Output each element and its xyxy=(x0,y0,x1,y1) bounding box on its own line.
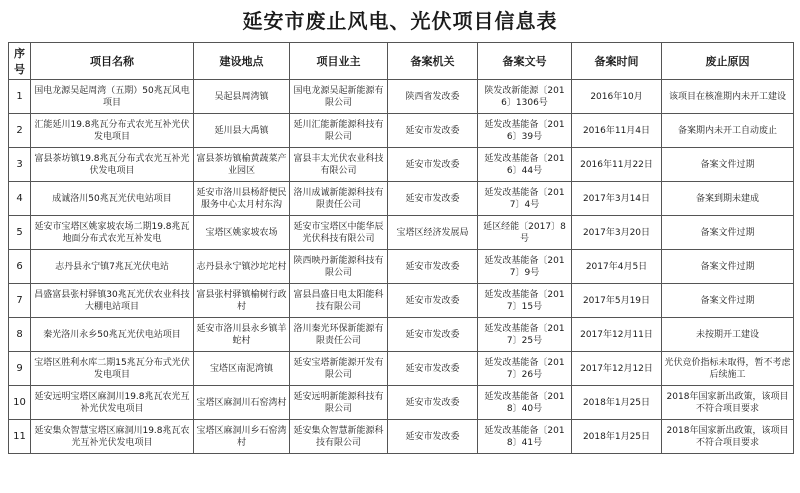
docno-cell: 延发改基能备〔2018〕41号 xyxy=(478,420,572,454)
owner-cell: 延安市宝塔区中能华辰光伏科技有限公司 xyxy=(290,216,388,250)
authority-cell: 延安市发改委 xyxy=(388,318,478,352)
name-cell: 秦光洛川永乡50兆瓦光伏电站项目 xyxy=(31,318,194,352)
seq-cell: 2 xyxy=(9,114,31,148)
reason-cell: 未按期开工建设 xyxy=(662,318,794,352)
authority-cell: 延安市发改委 xyxy=(388,352,478,386)
table-row xyxy=(9,114,794,148)
owner-cell: 洛川秦光环保新能源有限责任公司 xyxy=(290,318,388,352)
date-cell: 2018年1月25日 xyxy=(572,386,662,420)
date-cell: 2016年11月22日 xyxy=(572,148,662,182)
table-row xyxy=(9,148,794,182)
col-header-date: 备案时间 xyxy=(572,43,662,80)
col-header-authority: 备案机关 xyxy=(388,43,478,80)
location-cell: 富县茶坊镇榆黄蔬菜产业园区 xyxy=(194,148,290,182)
owner-cell: 洛川成诚新能源科技有限责任公司 xyxy=(290,182,388,216)
location-cell: 宝塔区南泥湾镇 xyxy=(194,352,290,386)
authority-cell: 陕西省发改委 xyxy=(388,80,478,114)
docno-cell: 延发改基能备〔2017〕9号 xyxy=(478,250,572,284)
table-row xyxy=(9,216,794,250)
docno-cell: 延发改基能备〔2018〕40号 xyxy=(478,386,572,420)
table-row xyxy=(9,420,794,454)
date-cell: 2018年1月25日 xyxy=(572,420,662,454)
docno-cell: 延发改基能备〔2017〕25号 xyxy=(478,318,572,352)
owner-cell: 陕西映丹新能源科技有限公司 xyxy=(290,250,388,284)
location-cell: 延川县大禹镇 xyxy=(194,114,290,148)
reason-cell: 2018年国家新出政策，该项目不符合项目要求 xyxy=(662,420,794,454)
name-cell: 延安市宝塔区姚家坡农场二期19.8兆瓦地面分布式农光互补发电 xyxy=(31,216,194,250)
seq-cell: 1 xyxy=(9,80,31,114)
table-row xyxy=(9,284,794,318)
authority-cell: 延安市发改委 xyxy=(388,182,478,216)
name-cell: 延安远明宝塔区麻洞川19.8兆瓦农光互补光伏发电项目 xyxy=(31,386,194,420)
reason-cell: 该项目在核准期内未开工建设 xyxy=(662,80,794,114)
name-cell: 志丹县永宁镇7兆瓦光伏电站 xyxy=(31,250,194,284)
col-header-reason: 废止原因 xyxy=(662,43,794,80)
table-row xyxy=(9,182,794,216)
location-cell: 宝塔区麻洞川石窑湾村 xyxy=(194,386,290,420)
authority-cell: 延安市发改委 xyxy=(388,114,478,148)
date-cell: 2017年5月19日 xyxy=(572,284,662,318)
authority-cell: 延安市发改委 xyxy=(388,420,478,454)
table-row xyxy=(9,250,794,284)
table-row xyxy=(9,352,794,386)
name-cell: 延安集众智慧宝塔区麻洞川19.8兆瓦农光互补光伏发电项目 xyxy=(31,420,194,454)
reason-cell: 备案文件过期 xyxy=(662,148,794,182)
location-cell: 延安市洛川县杨舒便民服务中心太月村东沟 xyxy=(194,182,290,216)
seq-cell: 3 xyxy=(9,148,31,182)
owner-cell: 富县丰太光伏农业科技有限公司 xyxy=(290,148,388,182)
name-cell: 富县茶坊镇19.8兆瓦分布式农光互补光伏发电项目 xyxy=(31,148,194,182)
date-cell: 2017年3月20日 xyxy=(572,216,662,250)
location-cell: 宝塔区麻洞川乡石窑湾村 xyxy=(194,420,290,454)
reason-cell: 2018年国家新出政策，该项目不符合项目要求 xyxy=(662,386,794,420)
seq-cell: 4 xyxy=(9,182,31,216)
location-cell: 吴起县周湾镇 xyxy=(194,80,290,114)
seq-cell: 9 xyxy=(9,352,31,386)
col-header-name: 项目名称 xyxy=(31,43,194,80)
location-cell: 延安市洛川县永乡镇羊蛇村 xyxy=(194,318,290,352)
location-cell: 富县张村驿镇榆树行政村 xyxy=(194,284,290,318)
date-cell: 2016年11月4日 xyxy=(572,114,662,148)
table-row xyxy=(9,80,794,114)
seq-cell: 11 xyxy=(9,420,31,454)
seq-cell: 10 xyxy=(9,386,31,420)
reason-cell: 备案文件过期 xyxy=(662,216,794,250)
date-cell: 2017年4月5日 xyxy=(572,250,662,284)
name-cell: 成诚洛川50兆瓦光伏电站项目 xyxy=(31,182,194,216)
seq-cell: 7 xyxy=(9,284,31,318)
docno-cell: 延发改基能备〔2017〕15号 xyxy=(478,284,572,318)
reason-cell: 备案文件过期 xyxy=(662,250,794,284)
reason-cell: 备案期内未开工自动废止 xyxy=(662,114,794,148)
table-body xyxy=(9,80,794,454)
date-cell: 2017年12月11日 xyxy=(572,318,662,352)
owner-cell: 延川汇能新能源科技有限公司 xyxy=(290,114,388,148)
date-cell: 2017年12月12日 xyxy=(572,352,662,386)
authority-cell: 延安市发改委 xyxy=(388,148,478,182)
docno-cell: 延发改基能备〔2016〕39号 xyxy=(478,114,572,148)
col-header-owner: 项目业主 xyxy=(290,43,388,80)
table-row xyxy=(9,318,794,352)
docno-cell: 陕发改新能源〔2016〕1306号 xyxy=(478,80,572,114)
name-cell: 国电龙源吴起周湾（五期）50兆瓦风电项目 xyxy=(31,80,194,114)
date-cell: 2016年10月 xyxy=(572,80,662,114)
owner-cell: 富县昌盛日电太阳能科技有限公司 xyxy=(290,284,388,318)
reason-cell: 备案到期未建成 xyxy=(662,182,794,216)
seq-cell: 8 xyxy=(9,318,31,352)
location-cell: 宝塔区姚家坡农场 xyxy=(194,216,290,250)
docno-cell: 延发改基能备〔2017〕4号 xyxy=(478,182,572,216)
authority-cell: 延安市发改委 xyxy=(388,284,478,318)
docno-cell: 延发改基能备〔2017〕26号 xyxy=(478,352,572,386)
header-row xyxy=(9,43,794,80)
seq-cell: 6 xyxy=(9,250,31,284)
docno-cell: 延区经能〔2017〕8号 xyxy=(478,216,572,250)
owner-cell: 延安远明新能源科技有限公司 xyxy=(290,386,388,420)
authority-cell: 宝塔区经济发展局 xyxy=(388,216,478,250)
owner-cell: 延安集众智慧新能源科技有限公司 xyxy=(290,420,388,454)
authority-cell: 延安市发改委 xyxy=(388,250,478,284)
owner-cell: 延安宝塔新能源开发有限公司 xyxy=(290,352,388,386)
reason-cell: 备案文件过期 xyxy=(662,284,794,318)
project-table xyxy=(8,42,794,454)
col-header-location: 建设地点 xyxy=(194,43,290,80)
table-row xyxy=(9,386,794,420)
docno-cell: 延发改基能备〔2016〕44号 xyxy=(478,148,572,182)
owner-cell: 国电龙源吴起新能源有限公司 xyxy=(290,80,388,114)
date-cell: 2017年3月14日 xyxy=(572,182,662,216)
reason-cell: 光伏竞价指标未取得，暂不考虑后续施工 xyxy=(662,352,794,386)
seq-cell: 5 xyxy=(9,216,31,250)
name-cell: 宝塔区胜利水库二期15兆瓦分布式光伏发电项目 xyxy=(31,352,194,386)
col-header-seq: 序号 xyxy=(9,43,31,80)
name-cell: 汇能延川19.8兆瓦分布式农光互补光伏发电项目 xyxy=(31,114,194,148)
authority-cell: 延安市发改委 xyxy=(388,386,478,420)
name-cell: 昌盛富县张村驿镇30兆瓦光伏农业科技大棚电站项目 xyxy=(31,284,194,318)
col-header-docno: 备案文号 xyxy=(478,43,572,80)
page-title: 延安市废止风电、光伏项目信息表 xyxy=(242,9,558,33)
location-cell: 志丹县永宁镇沙坨坨村 xyxy=(194,250,290,284)
